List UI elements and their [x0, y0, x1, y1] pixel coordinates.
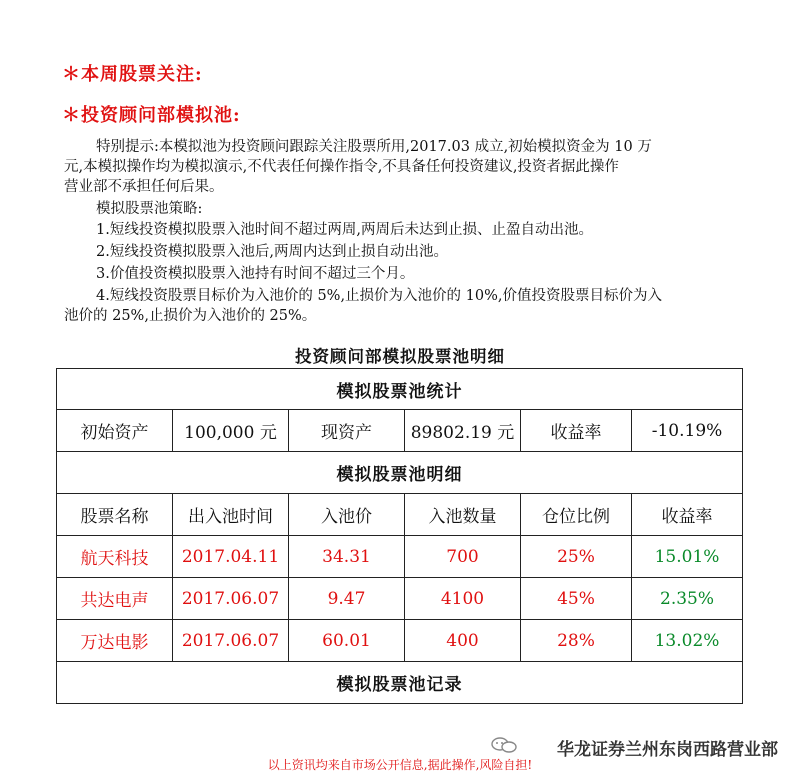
header-return: 收益率	[632, 494, 743, 536]
rule-4-line-1: 4.短线投资股票目标价为入池价的 5%,止损价为入池价的 10%,价值投资股票目标价为入	[96, 288, 662, 304]
stock-date: 2017.04.11	[173, 536, 289, 578]
detail-title-row	[57, 452, 743, 494]
disclaimer: 以上资讯均来自市场公开信息,据此操作,风险自担!	[267, 758, 533, 772]
header-price: 入池价	[289, 494, 405, 536]
stock-return: 13.02%	[632, 620, 743, 662]
strategy-title: 模拟股票池策略:	[96, 201, 203, 217]
stats-title: 模拟股票池统计	[57, 369, 743, 410]
stock-price: 60.01	[289, 620, 405, 662]
stock-date: 2017.06.07	[173, 578, 289, 620]
stock-qty: 4100	[405, 578, 521, 620]
stock-weight: 25%	[521, 536, 632, 578]
stock-price: 9.47	[289, 578, 405, 620]
record-title-row	[57, 662, 743, 704]
footer-brand: 华龙证券兰州东岗西路营业部	[557, 740, 778, 760]
initial-asset-value: 100,000 元	[173, 410, 289, 452]
detail-title: 模拟股票池明细	[57, 452, 743, 494]
notice-line-1: 特别提示:本模拟池为投资顾问跟踪关注股票所用,2017.03 成立,初始模拟资金为 10 万	[96, 139, 652, 155]
stock-weight: 45%	[521, 578, 632, 620]
header-date: 出入池时间	[173, 494, 289, 536]
header-name: 股票名称	[57, 494, 173, 536]
rule-4-line-2: 池价的 25%,止损价为入池价的 25%。	[64, 308, 317, 324]
stats-title-row	[57, 369, 743, 410]
table-title: 投资顾问部模拟股票池明细	[295, 347, 505, 366]
return-value: -10.19%	[632, 410, 743, 452]
header-qty: 入池数量	[405, 494, 521, 536]
pool-heading: ＊投资顾问部模拟池:	[62, 105, 241, 126]
focus-heading: ＊本周股票关注:	[62, 64, 203, 85]
stock-return: 15.01%	[632, 536, 743, 578]
stock-return: 2.35%	[632, 578, 743, 620]
initial-asset-label: 初始资产	[57, 410, 173, 452]
record-title: 模拟股票池记录	[57, 662, 743, 704]
table-row	[57, 620, 743, 662]
stock-name: 航天科技	[57, 536, 173, 578]
stock-qty: 700	[405, 536, 521, 578]
stock-name: 万达电影	[57, 620, 173, 662]
current-asset-label: 现资产	[289, 410, 405, 452]
stock-name: 共达电声	[57, 578, 173, 620]
header-weight: 仓位比例	[521, 494, 632, 536]
notice-line-2: 元,本模拟操作均为模拟演示,不代表任何操作指令,不具备任何投资建议,投资者据此操作	[64, 159, 619, 175]
stock-pool-table	[56, 368, 743, 704]
stock-weight: 28%	[521, 620, 632, 662]
notice-line-3: 营业部不承担任何后果。	[64, 179, 224, 195]
current-asset-value: 89802.19 元	[405, 410, 521, 452]
table-row	[57, 536, 743, 578]
header-row	[57, 494, 743, 536]
stock-price: 34.31	[289, 536, 405, 578]
rule-2: 2.短线投资模拟股票入池后,两周内达到止损自动出池。	[96, 244, 448, 260]
rule-3: 3.价值投资模拟股票入池持有时间不超过三个月。	[96, 266, 415, 282]
return-label: 收益率	[521, 410, 632, 452]
stock-qty: 400	[405, 620, 521, 662]
wechat-icon	[490, 736, 518, 754]
rule-1: 1.短线投资模拟股票入池时间不超过两周,两周后未达到止损、止盈自动出池。	[96, 222, 593, 238]
stats-row	[57, 410, 743, 452]
table-row	[57, 578, 743, 620]
stock-date: 2017.06.07	[173, 620, 289, 662]
